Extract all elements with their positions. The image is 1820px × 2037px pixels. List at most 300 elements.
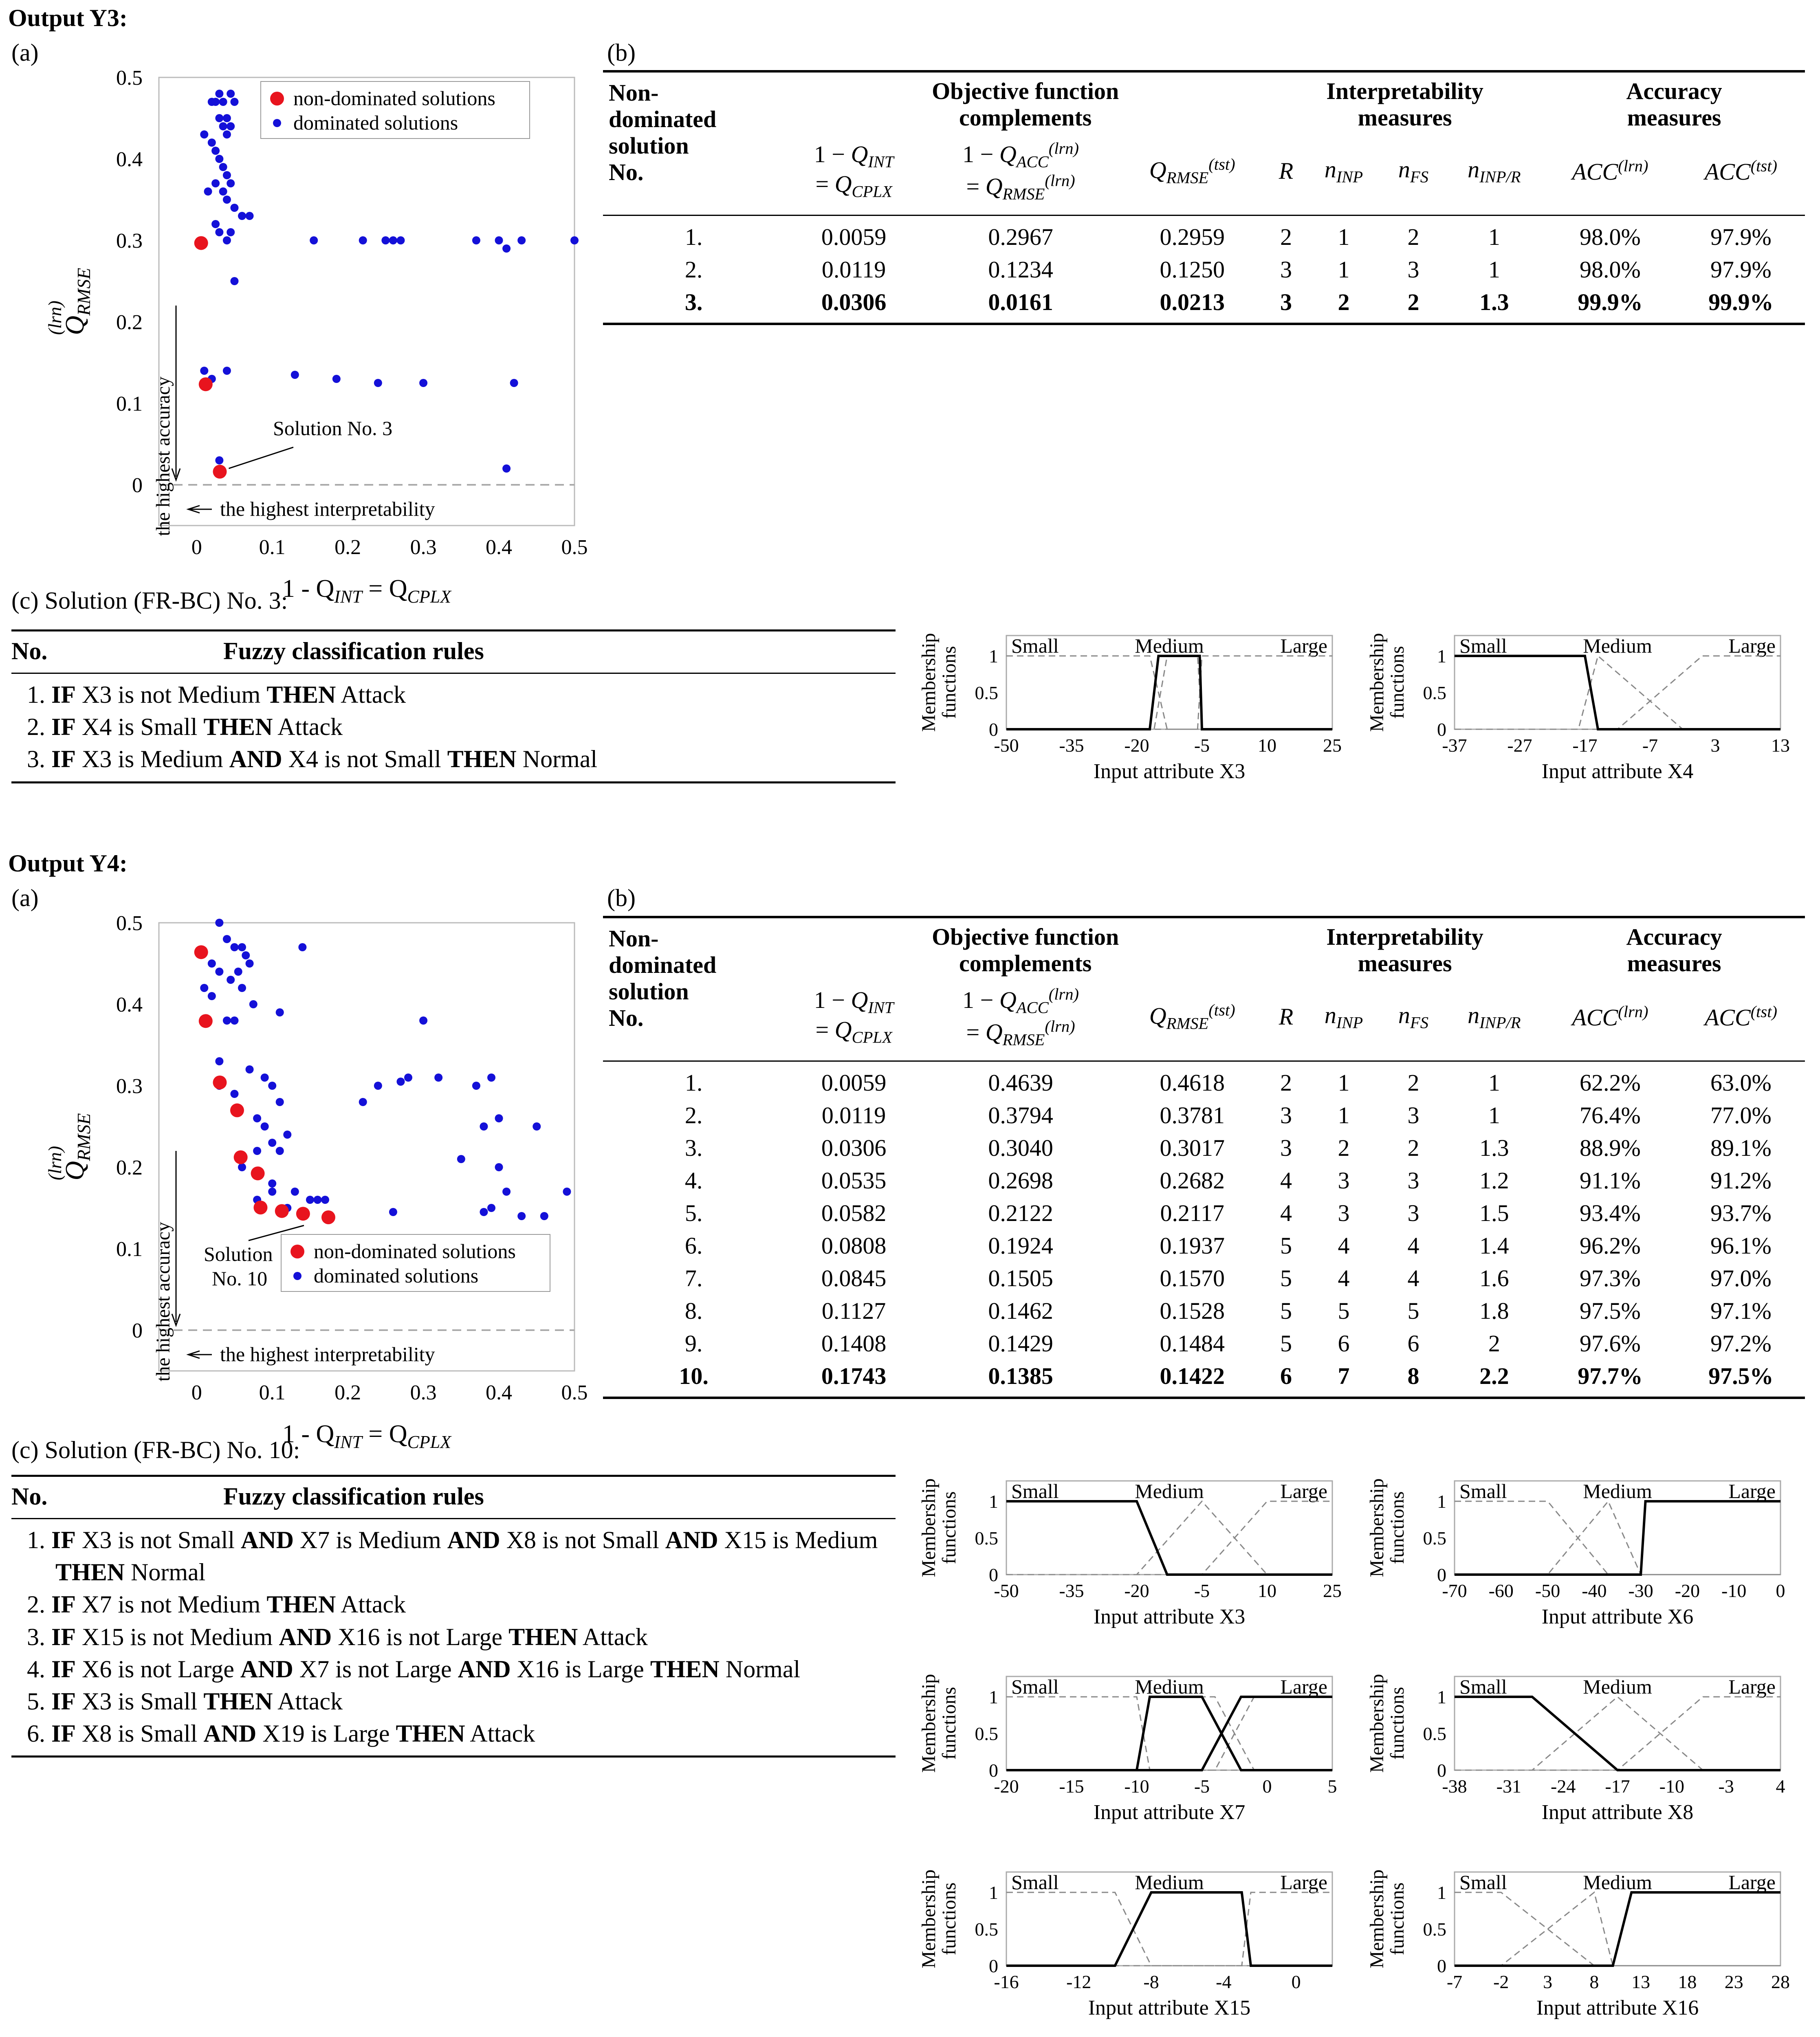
dominated-point bbox=[238, 1163, 246, 1171]
x-tick-label: 0 bbox=[191, 1381, 202, 1404]
table-cell: 0.1484 bbox=[1160, 1330, 1225, 1357]
mf-set-medium: Medium bbox=[1583, 1871, 1652, 1894]
subheader-cell: $n_{INP}$ bbox=[1324, 1001, 1363, 1032]
dominated-point bbox=[230, 204, 238, 212]
table-cell: 1. bbox=[603, 1061, 784, 1099]
header-solution: Non- dominated solution No. bbox=[609, 79, 717, 185]
mf-dashed-curve bbox=[1006, 1892, 1332, 1966]
mf-plot-y3-x4 bbox=[1357, 619, 1797, 813]
x-tick-label: 0 bbox=[191, 536, 202, 559]
dominated-point bbox=[219, 122, 227, 130]
mf-set-small: Small bbox=[1459, 1480, 1507, 1502]
annotation-highest-accuracy: the highest accuracy bbox=[152, 1222, 174, 1381]
dominated-point bbox=[291, 371, 299, 379]
subheader-cell: $1 - Q_{ACC}^{(lrn)}$ = $Q_{RMSE}^{(lrn)}$ bbox=[962, 985, 1079, 1049]
dominated-point bbox=[219, 187, 227, 196]
label-b-y4: (b) bbox=[607, 884, 636, 911]
y-tick-label: 0.1 bbox=[116, 1238, 143, 1261]
mf-ylabel: Membership bbox=[1366, 1478, 1388, 1577]
rule-item: 4. IF X6 is not Large AND X7 is not Large AND X16 is Large THEN Normal bbox=[27, 1655, 801, 1683]
dominated-point bbox=[396, 236, 405, 244]
dominated-point bbox=[480, 1208, 488, 1216]
mf-dashed-curve bbox=[1455, 1697, 1780, 1770]
dominated-point bbox=[495, 1114, 503, 1122]
table-cell: 0.1385 bbox=[988, 1362, 1053, 1389]
mf-dashed-curve bbox=[1455, 656, 1780, 729]
mf-set-large: Large bbox=[1280, 1480, 1327, 1502]
mf-xtick: -50 bbox=[994, 735, 1019, 756]
table-cell: 0.0119 bbox=[821, 1102, 886, 1128]
table-row bbox=[603, 1061, 1805, 1099]
table-cell: 1.2 bbox=[1479, 1167, 1509, 1194]
mf-solid-curve bbox=[1006, 656, 1332, 729]
dominated-point bbox=[200, 130, 208, 139]
mf-xtick: -16 bbox=[994, 1971, 1019, 1992]
non-dominated-point bbox=[194, 236, 208, 250]
dominated-point bbox=[204, 187, 212, 196]
header-accuracy: Accuracy measures bbox=[1626, 924, 1722, 977]
non-dominated-point bbox=[199, 377, 213, 391]
table-cell: 91.1% bbox=[1580, 1167, 1641, 1194]
table-cell: 98.0% bbox=[1543, 215, 1677, 253]
mf-xtick: -2 bbox=[1493, 1971, 1509, 1992]
table-cell: 8. bbox=[684, 1297, 703, 1324]
table-cell: 0.1127 bbox=[821, 1297, 886, 1324]
dominated-point bbox=[332, 375, 341, 383]
table-cell: 3 bbox=[1280, 256, 1292, 283]
mf-xtick: -20 bbox=[1124, 735, 1149, 756]
table-cell: 9. bbox=[684, 1330, 703, 1357]
mf-dashed-curve bbox=[1455, 1697, 1780, 1770]
rule-item: 3. IF X3 is Medium AND X4 is not Small THEN Normal bbox=[27, 746, 598, 773]
dominated-point bbox=[268, 1139, 276, 1147]
dominated-point bbox=[457, 1155, 465, 1163]
results-table-y3 bbox=[603, 70, 1805, 325]
table-cell: 3. bbox=[684, 288, 703, 315]
mf-xtick: -17 bbox=[1572, 735, 1598, 756]
rule-item: 2. IF X7 is not Medium THEN Attack bbox=[27, 1591, 406, 1618]
x-tick-label: 0.1 bbox=[259, 1381, 286, 1404]
rules-title-y4: (c) Solution (FR-BC) No. 10: bbox=[11, 1436, 300, 1463]
dominated-point bbox=[283, 1131, 291, 1139]
table-cell: 93.7% bbox=[1710, 1199, 1772, 1226]
table-cell: 6. bbox=[684, 1232, 703, 1259]
subheader-cell: $Q_{RMSE}^{(tst)}$ bbox=[1149, 1001, 1235, 1033]
y-tick-label: 0 bbox=[132, 1319, 143, 1342]
dominated-point bbox=[389, 1208, 397, 1216]
non-dominated-point bbox=[234, 1150, 248, 1164]
y-axis-label: $Q_{RMSE}$ bbox=[60, 1113, 94, 1181]
mf-xtick: 3 bbox=[1710, 735, 1720, 756]
dominated-point bbox=[230, 277, 238, 285]
mf-set-large: Large bbox=[1728, 634, 1776, 657]
mf-set-medium: Medium bbox=[1135, 634, 1204, 657]
y-tick-label: 0.1 bbox=[116, 392, 143, 416]
mf-xtick: -70 bbox=[1442, 1580, 1467, 1601]
table-cell: 6 bbox=[1338, 1330, 1350, 1357]
table-cell: 0.0808 bbox=[821, 1232, 887, 1259]
label-a-y3: (a) bbox=[11, 39, 39, 66]
mf-dashed-curve bbox=[1006, 1501, 1332, 1575]
dominated-point bbox=[223, 236, 231, 244]
dominated-point bbox=[249, 1000, 257, 1008]
table-cell: 1 bbox=[1488, 256, 1500, 283]
table-cell: 97.5% bbox=[1708, 1362, 1774, 1389]
mf-xtick: -17 bbox=[1605, 1776, 1630, 1797]
table-cell: 1.3 bbox=[1479, 288, 1509, 315]
dominated-point bbox=[200, 367, 208, 375]
dominated-point bbox=[502, 1188, 511, 1196]
mf-set-small: Small bbox=[1011, 1480, 1059, 1502]
mf-ytick: 1 bbox=[1437, 1491, 1446, 1512]
table-cell: 0.0213 bbox=[1160, 288, 1225, 315]
dominated-point bbox=[276, 1098, 284, 1106]
mf-ylabel: Membership bbox=[918, 633, 940, 732]
x-tick-label: 0.5 bbox=[561, 1381, 588, 1404]
table-cell: 2 bbox=[1382, 1061, 1445, 1099]
table-cell: 0.0059 bbox=[784, 1061, 923, 1099]
legend-blue-marker bbox=[293, 1272, 301, 1280]
mf-ytick: 1 bbox=[1437, 1687, 1446, 1707]
x-tick-label: 0.2 bbox=[335, 1381, 361, 1404]
mf-xtick: 10 bbox=[1258, 735, 1276, 756]
mf-xtick: -4 bbox=[1216, 1971, 1232, 1992]
mf-xtick: -38 bbox=[1442, 1776, 1467, 1797]
dominated-point bbox=[268, 1188, 276, 1196]
table-cell: 5 bbox=[1280, 1265, 1292, 1291]
non-dominated-point bbox=[213, 1076, 227, 1089]
non-dominated-point bbox=[275, 1204, 289, 1218]
table-cell: 97.6% bbox=[1580, 1330, 1641, 1357]
rules-header bbox=[11, 629, 896, 674]
table-cell: 99.9% bbox=[1708, 288, 1774, 315]
mf-ytick: 0 bbox=[989, 719, 998, 740]
table-cell: 4 bbox=[1338, 1265, 1350, 1291]
table-cell: 1.8 bbox=[1479, 1297, 1509, 1324]
table-cell: 97.0% bbox=[1710, 1265, 1772, 1291]
table-cell: 0.3794 bbox=[988, 1102, 1053, 1128]
mf-set-medium: Medium bbox=[1135, 1675, 1204, 1698]
mf-ytick: 0.5 bbox=[1423, 682, 1446, 703]
dominated-point bbox=[208, 992, 216, 1000]
mf-xtick: -37 bbox=[1442, 735, 1467, 756]
non-dominated-point bbox=[213, 465, 227, 479]
dominated-point bbox=[246, 959, 254, 968]
non-dominated-point bbox=[321, 1210, 335, 1224]
table-cell: 0.1250 bbox=[1160, 256, 1225, 283]
mf-xtick: 18 bbox=[1678, 1971, 1697, 1992]
mf-ytick: 0.5 bbox=[1423, 1528, 1446, 1549]
header-interpretability: Interpretability measures bbox=[1326, 78, 1483, 131]
dominated-point bbox=[495, 1163, 503, 1171]
mf-dashed-curve bbox=[1455, 1892, 1780, 1966]
table-cell: 2 bbox=[1266, 215, 1306, 253]
dominated-point bbox=[234, 968, 242, 976]
dominated-point bbox=[238, 984, 246, 992]
table-cell: 97.1% bbox=[1710, 1297, 1772, 1324]
solution-arrow bbox=[229, 447, 293, 469]
non-dominated-point bbox=[251, 1166, 265, 1180]
dominated-point bbox=[215, 919, 223, 927]
legend-blue-marker bbox=[273, 119, 281, 127]
subheader-cell: $n_{INP/R}$ bbox=[1468, 1001, 1521, 1032]
y-tick-label: 0.2 bbox=[116, 311, 143, 334]
table-cell: 1 bbox=[1445, 215, 1543, 253]
dominated-point bbox=[374, 379, 382, 387]
dominated-point bbox=[230, 98, 238, 106]
table-cell: 7. bbox=[684, 1265, 703, 1291]
mf-ytick: 0.5 bbox=[1423, 1723, 1446, 1744]
subheader-cell: $n_{FS}$ bbox=[1398, 156, 1428, 186]
mf-xtick: -60 bbox=[1488, 1580, 1514, 1601]
table-cell: 0.2698 bbox=[988, 1167, 1053, 1194]
mf-set-small: Small bbox=[1011, 1871, 1059, 1894]
legend-red-label: non-dominated solutions bbox=[314, 1240, 516, 1263]
dominated-point bbox=[540, 1212, 548, 1220]
mf-solid-curve bbox=[1455, 1501, 1780, 1575]
table-cell: 0.2682 bbox=[1160, 1167, 1225, 1194]
table-cell: 62.2% bbox=[1543, 1061, 1677, 1099]
table-cell: 0.0161 bbox=[988, 288, 1053, 315]
non-dominated-point bbox=[296, 1207, 310, 1221]
table-cell: 5 bbox=[1280, 1297, 1292, 1324]
mf-ylabel: functions bbox=[1386, 1882, 1408, 1956]
mf-solid-curve bbox=[1006, 1697, 1332, 1770]
mf-ylabel: functions bbox=[1386, 1687, 1408, 1760]
header-objective: Objective function complements bbox=[932, 78, 1119, 131]
mf-solid-curve bbox=[1006, 1892, 1332, 1966]
mf-set-small: Small bbox=[1011, 634, 1059, 657]
dominated-point bbox=[242, 951, 250, 959]
dominated-point bbox=[223, 367, 231, 375]
mf-plot-y4-x6 bbox=[1357, 1465, 1797, 1658]
dominated-point bbox=[238, 212, 246, 220]
table-cell: 3 bbox=[1280, 288, 1292, 315]
mf-ytick: 1 bbox=[1437, 1882, 1446, 1903]
mf-set-large: Large bbox=[1728, 1675, 1776, 1698]
subheader-cell: $ACC^{(lrn)}$ bbox=[1572, 1003, 1648, 1031]
mf-ylabel: functions bbox=[1386, 1491, 1408, 1564]
mf-xtick: 0 bbox=[1291, 1971, 1301, 1992]
mf-dashed-curve bbox=[1455, 1892, 1780, 1966]
annotation-solution: Solution No. 3 bbox=[273, 416, 393, 440]
dominated-point bbox=[223, 171, 231, 179]
mf-dashed-curve bbox=[1006, 1697, 1332, 1770]
rule-item: 5. IF X3 is Small THEN Attack bbox=[27, 1687, 343, 1715]
subheader-cell: $ACC^{(lrn)}$ bbox=[1572, 157, 1648, 185]
table-cell: 2 bbox=[1382, 215, 1445, 253]
table-cell: 5 bbox=[1280, 1232, 1292, 1259]
rules-header-title: Fuzzy classification rules bbox=[223, 1483, 484, 1510]
table-cell: 0.0059 bbox=[784, 215, 923, 253]
y-tick-label: 0.3 bbox=[116, 1075, 143, 1098]
mf-ytick: 1 bbox=[989, 1491, 998, 1512]
table-row bbox=[603, 253, 1805, 286]
x-axis-label: $1 - Q_{INT} = Q_{CPLX}$ bbox=[282, 575, 451, 607]
table-cell: 91.2% bbox=[1710, 1167, 1772, 1194]
rule-item: 2. IF X4 is Small THEN Attack bbox=[27, 713, 343, 741]
table-cell: 2 bbox=[1338, 1134, 1350, 1161]
mf-xlabel: Input attribute X7 bbox=[1093, 1801, 1246, 1824]
rule-item: 3. IF X15 is not Medium AND X16 is not Large THEN Attack bbox=[27, 1623, 648, 1650]
mf-ytick: 0 bbox=[1437, 719, 1446, 740]
mf-xlabel: Input attribute X3 bbox=[1093, 760, 1246, 783]
dominated-point bbox=[389, 236, 397, 244]
dominated-point bbox=[219, 98, 227, 106]
mf-dashed-curve bbox=[1006, 656, 1332, 729]
dominated-point bbox=[517, 236, 526, 244]
dominated-point bbox=[223, 130, 231, 139]
mf-xtick: -20 bbox=[1675, 1580, 1700, 1601]
mf-set-large: Large bbox=[1280, 1675, 1327, 1698]
mf-dashed-curve bbox=[1455, 1892, 1780, 1966]
subheader-cell: $ACC^{(tst)}$ bbox=[1704, 157, 1778, 185]
dominated-point bbox=[223, 114, 231, 122]
y-tick-label: 0.2 bbox=[116, 1156, 143, 1179]
mf-xtick: -12 bbox=[1066, 1971, 1092, 1992]
table-cell: 3 bbox=[1407, 1167, 1419, 1194]
legend-blue-label: dominated solutions bbox=[293, 111, 458, 134]
subheader-cell: $n_{FS}$ bbox=[1398, 1001, 1428, 1032]
non-dominated-point bbox=[230, 1103, 244, 1117]
table-cell: 99.9% bbox=[1578, 288, 1643, 315]
dominated-point bbox=[404, 1073, 412, 1082]
dominated-point bbox=[310, 236, 318, 244]
mf-ytick: 1 bbox=[989, 1882, 998, 1903]
table-cell: 2 bbox=[1407, 1134, 1419, 1161]
dominated-point bbox=[563, 1188, 571, 1196]
dominated-point bbox=[208, 139, 216, 147]
dominated-point bbox=[510, 379, 518, 387]
table-cell: 2. bbox=[684, 1102, 703, 1128]
rules-bottom-rule bbox=[11, 781, 896, 783]
dominated-point bbox=[381, 236, 390, 244]
table-cell: 96.1% bbox=[1710, 1232, 1772, 1259]
mf-set-small: Small bbox=[1011, 1675, 1059, 1698]
mf-xtick: -35 bbox=[1059, 1580, 1084, 1601]
table-cell: 3 bbox=[1407, 256, 1419, 283]
dominated-point bbox=[313, 1196, 321, 1204]
table-cell: 1 bbox=[1338, 256, 1350, 283]
mf-ylabel: Membership bbox=[918, 1674, 940, 1773]
table-cell: 0.1462 bbox=[988, 1297, 1053, 1324]
mf-set-large: Large bbox=[1728, 1871, 1776, 1894]
results-table-y4 bbox=[603, 916, 1805, 1399]
y-tick-label: 0.5 bbox=[116, 66, 143, 90]
table-cell: 0.1234 bbox=[988, 256, 1053, 283]
dominated-point bbox=[306, 1196, 314, 1204]
dominated-point bbox=[223, 196, 231, 204]
dominated-point bbox=[215, 228, 223, 236]
table-cell: 0.1408 bbox=[821, 1330, 887, 1357]
table-cell: 88.9% bbox=[1580, 1134, 1641, 1161]
table-cell: 3 bbox=[1338, 1199, 1350, 1226]
rules-table-y3 bbox=[11, 629, 896, 783]
mf-ytick: 1 bbox=[989, 1687, 998, 1707]
dominated-point bbox=[208, 959, 216, 968]
mf-xtick: 23 bbox=[1724, 1971, 1743, 1992]
mf-xlabel: Input attribute X6 bbox=[1541, 1605, 1694, 1628]
dominated-point bbox=[215, 456, 223, 464]
table-cell: 0.0845 bbox=[821, 1265, 887, 1291]
annotation-solution: No. 10 bbox=[212, 1267, 268, 1290]
mf-ylabel: functions bbox=[938, 646, 960, 719]
rule-item: 1. IF X3 is not Medium THEN Attack bbox=[27, 681, 406, 708]
table-cell: 1.5 bbox=[1479, 1199, 1509, 1226]
dominated-point bbox=[419, 1016, 427, 1025]
dominated-point bbox=[227, 976, 235, 984]
mf-ytick: 0.5 bbox=[975, 682, 998, 703]
table-cell: 1.3 bbox=[1479, 1134, 1509, 1161]
table-cell: 4 bbox=[1338, 1232, 1350, 1259]
table-row bbox=[603, 1132, 1805, 1164]
table-cell: 4 bbox=[1280, 1167, 1292, 1194]
annotation-highest-interpretability: the highest interpretability bbox=[220, 1343, 435, 1366]
mf-xlabel: Input attribute X16 bbox=[1536, 1996, 1699, 2019]
mf-ylabel: Membership bbox=[918, 1869, 940, 1969]
subheader-cell: $Q_{RMSE}^{(tst)}$ bbox=[1149, 155, 1235, 187]
header-accuracy: Accuracy measures bbox=[1626, 78, 1722, 131]
table-cell: 5 bbox=[1338, 1297, 1350, 1324]
plot-frame bbox=[159, 923, 574, 1371]
table-cell: 97.9% bbox=[1710, 256, 1772, 283]
mf-set-medium: Medium bbox=[1583, 1480, 1652, 1502]
table-header-row bbox=[603, 917, 1805, 977]
dominated-point bbox=[502, 244, 511, 253]
table-cell: 3 bbox=[1280, 1134, 1292, 1161]
mf-ytick: 0 bbox=[989, 1956, 998, 1976]
mf-dashed-curve bbox=[1006, 1501, 1332, 1575]
dominated-point bbox=[419, 379, 427, 387]
x-tick-label: 0.3 bbox=[410, 536, 437, 559]
table-cell: 1.4 bbox=[1479, 1232, 1509, 1259]
mf-set-small: Small bbox=[1459, 1675, 1507, 1698]
rules-list bbox=[11, 679, 896, 776]
dominated-point bbox=[480, 1122, 488, 1131]
mf-dashed-curve bbox=[1455, 1501, 1780, 1575]
table-cell: 0.0535 bbox=[821, 1167, 887, 1194]
table-cell: 89.1% bbox=[1710, 1134, 1772, 1161]
mf-plot-y4-x3 bbox=[909, 1465, 1349, 1658]
dominated-point bbox=[276, 1008, 284, 1016]
mf-xtick: -15 bbox=[1059, 1776, 1084, 1797]
mf-set-large: Large bbox=[1728, 1480, 1776, 1502]
mf-plot-y4-x7 bbox=[909, 1660, 1349, 1854]
non-dominated-point bbox=[199, 1014, 213, 1028]
table-cell: 1 bbox=[1488, 1102, 1500, 1128]
mf-dashed-curve bbox=[1006, 656, 1332, 729]
dominated-point bbox=[570, 236, 579, 244]
table-row bbox=[603, 1262, 1805, 1295]
y-tick-label: 0.3 bbox=[116, 229, 143, 253]
dominated-point bbox=[215, 1057, 223, 1065]
table-cell: 1 bbox=[1306, 215, 1382, 253]
table-cell: 93.4% bbox=[1580, 1199, 1641, 1226]
table-row bbox=[603, 1360, 1805, 1398]
non-dominated-point bbox=[194, 945, 208, 959]
table-cell: 0.4618 bbox=[1118, 1061, 1266, 1099]
header-objective: Objective function complements bbox=[932, 924, 1119, 977]
mf-dashed-curve bbox=[1455, 656, 1780, 729]
table-cell: 0.0306 bbox=[821, 1134, 887, 1161]
annotation-highest-interpretability: the highest interpretability bbox=[220, 497, 435, 520]
subheader-cell: R bbox=[1279, 157, 1294, 184]
table-cell: 5 bbox=[1407, 1297, 1419, 1324]
table-cell: 2 bbox=[1407, 288, 1419, 315]
x-tick-label: 0.3 bbox=[410, 1381, 437, 1404]
mf-xlabel: Input attribute X3 bbox=[1093, 1605, 1246, 1628]
non-dominated-point bbox=[253, 1201, 267, 1214]
